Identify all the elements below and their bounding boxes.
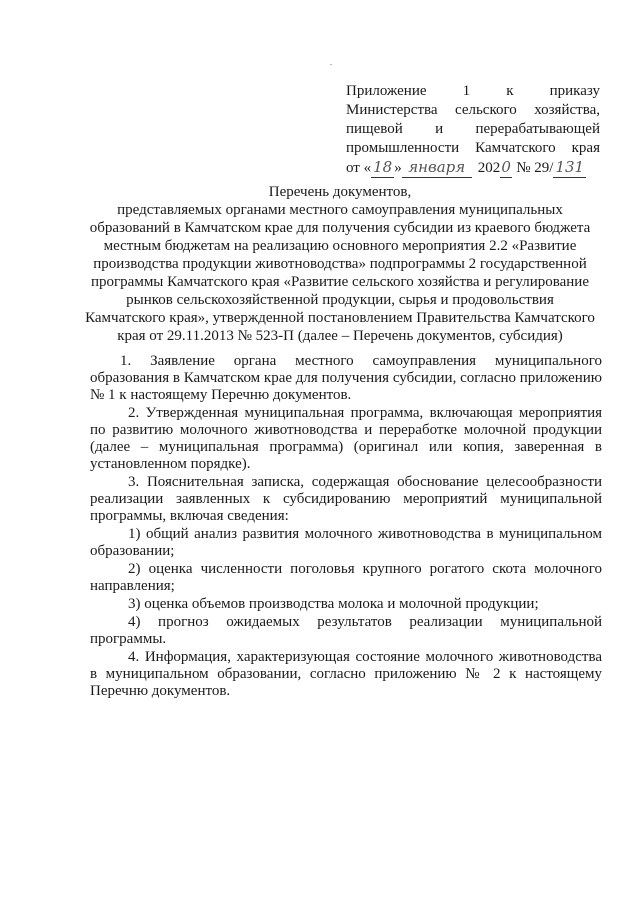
order-number-label: № 29/ [516,160,554,176]
appendix-line-4: промышленности Камчатского края [346,140,600,156]
list-item-3: 3. Пояснительная записка, содержащая обоснование целесообразности реализации заявленных к субсидированию мероприятий муниципальной программы, включая сведения: [90,474,602,524]
title-line: программы Камчатского края «Развитие сельского хозяйства и регулирование [90,274,589,290]
order-date-number [346,158,600,178]
handwritten-day: 18 [373,158,393,176]
title-line: Камчатского края», утвержденной постановлением Правительства Камчатского [85,310,595,326]
document-title [80,183,600,345]
title-heading: Перечень документов, [268,184,412,200]
scan-speck [330,64,332,65]
handwritten-year-suffix: 0 [501,158,511,176]
appendix-word: к [506,83,514,99]
subitem-1: 1) общий анализ развития молочного животноводства в муниципальном образовании; [90,526,602,559]
subitem-3: 3) оценка объемов производства молока и молочной продукции; [128,596,539,612]
appendix-number: 1 [462,83,471,99]
subitem-4: 4) прогноз ожидаемых результатов реализации муниципальной программы. [90,614,602,647]
order-date-prefix: от « [346,160,372,176]
list-item-4: 4. Информация, характеризующая состояние молочного животноводства в муниципальном образовании, согласно приложению № 2 к настоящему Перечню документов. [90,649,602,699]
title-line: местным бюджетам на реализацию основного мероприятия 2.2 «Развитие [103,238,577,254]
appendix-word: и [435,121,444,137]
order-year-prefix: 202 [477,160,501,176]
appendix-word: Приложение [346,83,427,99]
title-line: рынков сельскохозяйственной продукции, сырья и продовольствия [126,292,554,308]
document-body [90,353,602,701]
handwritten-month: января [402,158,472,178]
appendix-word: перерабатывающей [475,121,600,137]
title-line: края от 29.11.2013 № 523-П (далее – Перечень документов, субсидия) [117,328,563,344]
appendix-line-2: Министерства сельского хозяйства, [346,102,600,118]
subitem-2: 2) оценка численности поголовья крупного рогатого скота молочного направления; [90,561,602,594]
title-line: производства продукции животноводства» подпрограммы 2 государственной [93,256,587,272]
title-line: образований в Камчатском крае для получения субсидии из краевого бюджета [89,220,591,236]
list-item-1: 1. Заявление органа местного самоуправления муниципального образования в Камчатском крае для получения субсидии, согласно приложению № 1 к настоящему Перечню документов. [90,353,602,403]
appendix-line-3 [346,120,600,139]
handwritten-order-number: 131 [555,158,585,176]
list-item-2: 2. Утвержденная муниципальная программа, включающая мероприятия по развитию молочного животноводства и переработке молочной продукции (далее – муниципальная программа) (оригинал или копия, заверенная в установленном порядке). [90,405,602,472]
order-date-quote: » [394,160,402,176]
title-line: представляемых органами местного самоуправления муниципальных [117,202,563,218]
appendix-word: приказу [549,83,600,99]
appendix-word: пищевой [346,121,403,137]
appendix-line-1 [346,82,600,101]
appendix-header [346,82,600,178]
